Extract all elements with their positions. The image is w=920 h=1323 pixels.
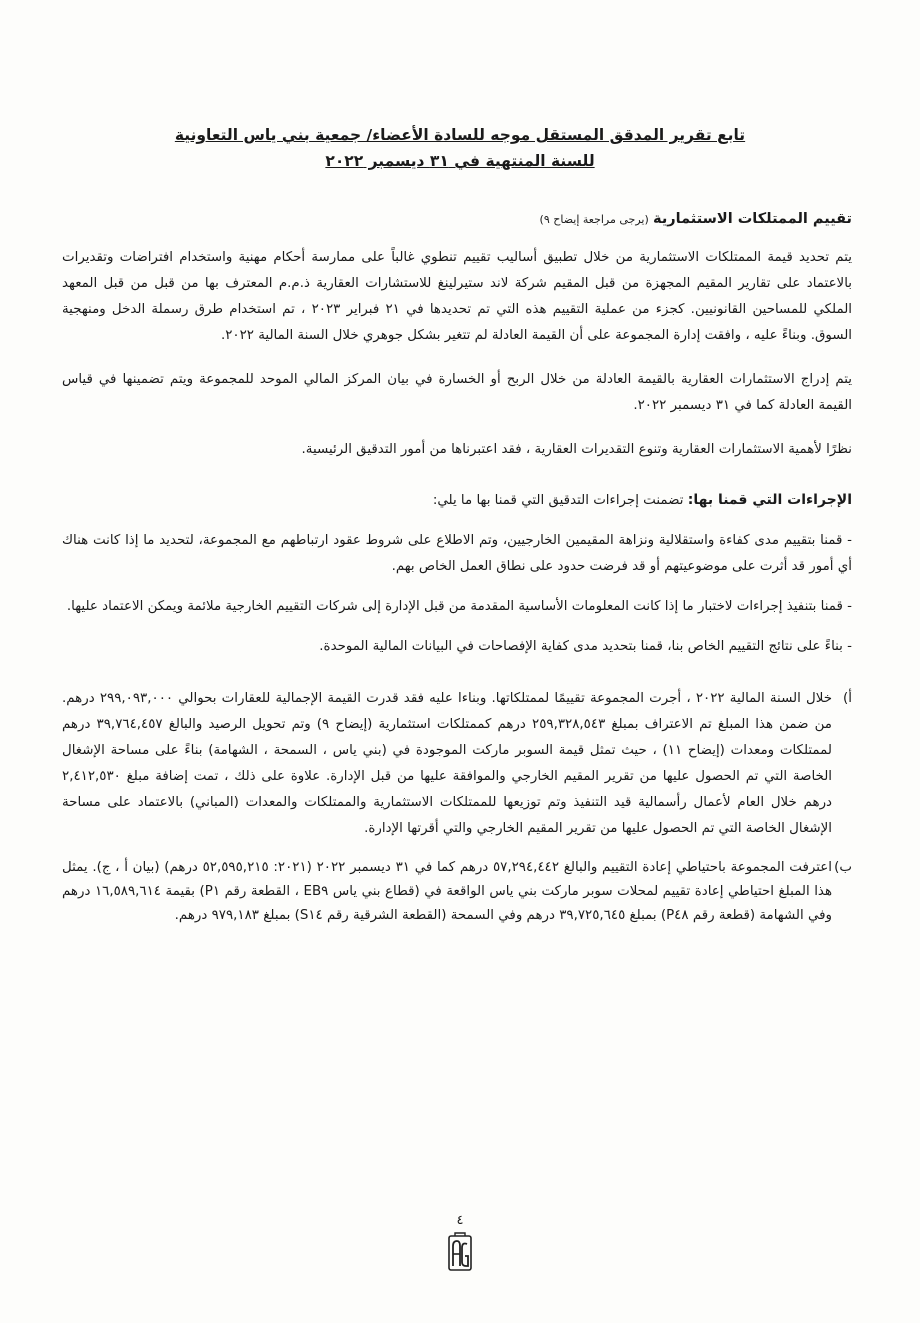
procedures-intro: تضمنت إجراءات التدقيق التي قمنا بها ما يلي:	[432, 493, 684, 508]
procedure-bullet: - قمنا بتنفيذ إجراءات لاختبار ما إذا كانت المعلومات الأساسية المقدمة من قبل الإدارة إلى شركات التقييم الخارجية ملائمة ويمكن الاعتماد عليها.	[66, 599, 852, 614]
procedures-heading	[62, 487, 852, 514]
procedure-bullet: - قمنا بتقييم مدى كفاءة واستقلالية ونزاهة المقيمين الخارجيين، وتم الاطلاع على شروط عقود ارتباطهم مع المجموعة، لتحديد ما إذا كانت هناك أي أمور قد أثرت على موضوعيتهم أو قد فرضت حدود على نطاق العمل الخاص بهم.	[62, 533, 852, 574]
page-footer	[0, 1214, 920, 1276]
section-heading-note: (يرجى مراجعة إيضاح ٩)	[539, 213, 649, 226]
lettered-item-b	[62, 856, 852, 928]
report-title-line-2: للسنة المنتهية في ٣١ ديسمبر ٢٠٢٢	[325, 152, 595, 170]
document-body	[62, 206, 852, 942]
ag-logo-icon	[447, 1232, 473, 1272]
report-title	[150, 122, 770, 174]
paragraph-valuation-method: يتم تحديد قيمة الممتلكات الاستثمارية من خلال تطبيق أساليب تقييم تنطوي غالباً على ممارسة أحكام مهنية واستخدام افتراضات وتقديرات بالاعتماد على تقارير المقيم المجهزة من قبل المقيم شركة لاند ستيرلينغ للاستشارات العقارية ذ.م.م المعترف بها من قبل من قبل المعهد الملكي للمساحين القانونيين. كجزء من عملية التقييم هذه التي تم تحديدها في ٢١ فبراير ٢٠٢٣ ، تم استخدام طرق رسملة الدخل ومنهجية السوق. وبناءً عليه ، وافقت إدارة المجموعة على أن القيمة العادلة لم تتغير بشكل جوهري خلال السنة المالية ٢٠٢٢.	[62, 250, 852, 343]
lettered-marker: أ)	[843, 691, 852, 706]
paragraph-fair-value: يتم إدراج الاستثمارات العقارية بالقيمة العادلة من خلال الربح أو الخسارة في بيان المركز المالي الموحد للمجموعة ويتم تضمينها في قياس القيمة العادلة كما في ٣١ ديسمبر ٢٠٢٢.	[62, 372, 852, 413]
lettered-text: اعترفت المجموعة باحتياطي إعادة التقييم والبالغ ٥٧,٢٩٤,٤٤٢ درهم كما في ٣١ ديسمبر ٢٠٢٢ (٢٠٢١: ٥٢,٥٩٥,٢١٥ درهم) (بيان أ ، ج). يمثل هذا المبلغ احتياطي إعادة تقييم لمحلات سوبر ماركت بني ياس الواقعة في (قطاع بني ياس EB٩ ، القطعة رقم P١) بقيمة ١٦,٥٨٩,٦١٤ درهم وفي الشهامة (قطعة رقم P٤٨) بمبلغ ٣٩,٧٢٥,٦٤٥ درهم وفي السمحة (القطعة الشرقية رقم S١٤) بمبلغ ٩٧٩,١٨٣ درهم.	[62, 860, 833, 923]
report-title-line-1: تابع تقرير المدقق المستقل موجه للسادة الأعضاء/ جمعية بني ياس التعاونية	[174, 126, 746, 144]
page-number: ٤	[456, 1213, 464, 1228]
lettered-text: خلال السنة المالية ٢٠٢٢ ، أجرت المجموعة تقييمًا لممتلكاتها. وبناءا عليه فقد قدرت القيمة الإجمالية للعقارات بحوالي ٢٩٩,٠٩٣,٠٠٠ درهم. من ضمن هذا المبلغ تم الاعتراف بمبلغ ٢٥٩,٣٢٨,٥٤٣ درهم كممتلكات استثمارية (إيضاح ٩) وتم تحويل الرصيد والبالغ ٣٩,٧٦٤,٤٥٧ درهم لممتلكات ومعدات (إيضاح ١١) ، حيث تمثل قيمة السوبر ماركت الموجودة في (بني ياس ، السمحة ، الشهامة) بناءً على مساحة الإشغال الخاصة التي تم الحصول عليها من تقرير المقيم الخارجي والموافقة عليها من قبل الإدارة. علاوة على ذلك ، تمت إضافة مبلغ ٢,٤١٢,٥٣٠ درهم خلال العام لأعمال رأسمالية قيد التنفيذ وتم توزيعها للممتلكات الاستثمارية والممتلكات والمعدات (المباني) بالاعتماد على مساحة الإشغال الخاصة التي تم الحصول عليها من تقرير المقيم الخارجي والتي أقرتها الإدارة.	[62, 691, 832, 836]
paragraph-key-audit-matter: نظرًا لأهمية الاستثمارات العقارية وتنوع التقديرات العقارية ، فقد اعتبرناها من أمور التدقيق الرئيسية.	[301, 442, 852, 457]
section-heading-title: تقييم الممتلكات الاستثمارية	[653, 211, 852, 227]
lettered-marker: ب)	[834, 860, 852, 875]
procedure-bullet: - بناءً على نتائج التقييم الخاص بنا، قمنا بتحديد مدى كفاية الإفصاحات في البيانات المالية الموحدة.	[319, 639, 852, 654]
section-heading	[62, 206, 852, 233]
procedures-heading-title: الإجراءات التي قمنا بها:	[687, 492, 852, 508]
lettered-item-a	[62, 686, 852, 842]
